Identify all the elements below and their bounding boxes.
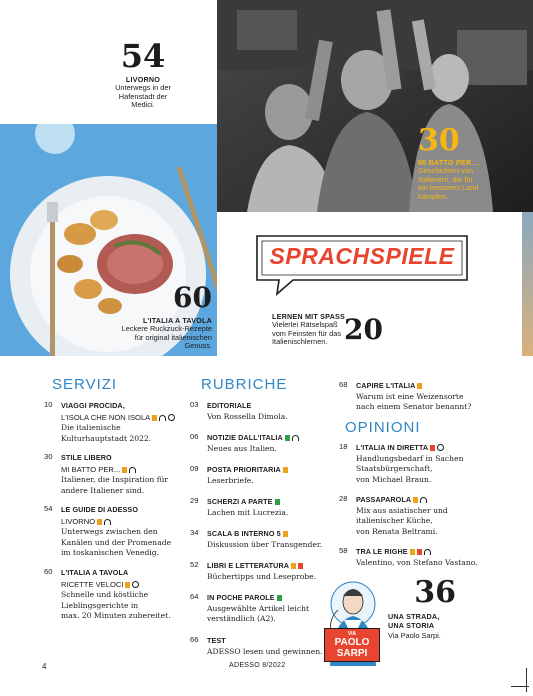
entry-desc-line: Büchertipps und Leseprobe. (207, 571, 317, 581)
level-icon (122, 467, 127, 473)
entry-desc-line: Kanälen und der Promenade (61, 537, 172, 547)
level-icon (410, 549, 415, 555)
feature-text-line: Leckere Ruckzuck-Rezepte (121, 324, 212, 333)
page-number: 06 (190, 432, 199, 441)
entry-desc-line: Leserbriefe. (207, 475, 254, 485)
entry-desc-line: Diskussion über Transgender. (207, 539, 323, 549)
page-number: 18 (339, 442, 348, 451)
page-number: 28 (339, 494, 348, 503)
entry-desc-line: Die italienische (61, 423, 121, 433)
headphones-icon (424, 549, 431, 555)
headphones-icon (104, 519, 111, 525)
entry-subtitle: RICETTE VELOCI (61, 579, 124, 589)
entry-desc-line: Kulturhauptstadt 2022. (61, 433, 152, 443)
headphones-icon (159, 415, 166, 421)
section-rubriche-heading: RUBRICHE (201, 376, 288, 393)
feature-number: 54 (120, 37, 166, 75)
level-icon (413, 497, 418, 503)
entry-title: POSTA PRIORITARIA (207, 465, 281, 474)
level-icon (417, 549, 422, 555)
entry-desc-line: Schnelle und köstliche (61, 590, 149, 600)
page-number: 68 (339, 380, 348, 389)
headphones-icon (292, 435, 299, 441)
crop-mark (511, 686, 529, 687)
feature-mibatto[interactable] (418, 123, 518, 201)
crop-mark (526, 668, 527, 692)
feature-text-line: Geschichten von (418, 166, 474, 175)
entry-desc-line: andere Italiener sind. (61, 485, 145, 495)
entry-title: VIAGGI PROCIDA, (61, 401, 125, 410)
entry-desc-line: von Michael Braun. (356, 474, 432, 484)
entry-subtitle: MI BATTO PER... (61, 464, 121, 474)
feature-title: LIVORNO (125, 75, 161, 84)
feature-text-line: Medici. (131, 100, 155, 110)
level-icon (152, 415, 157, 421)
magazine-issue-footer: ADESSO 8/2022 (229, 662, 286, 669)
entry-desc-line: max. 20 Minuten zubereitet. (61, 611, 171, 621)
page-number: 09 (190, 464, 199, 473)
feature-number: 30 (418, 123, 460, 158)
entry-title: LIBRI E LETTERATURA (207, 561, 290, 570)
page-number: 54 (44, 504, 53, 513)
level-icon (291, 563, 296, 569)
entry-title: SCHERZI A PARTE (207, 497, 273, 506)
feature-title: UNA STRADA, (388, 612, 440, 621)
entry-desc-line: Lieblingsgerichte in (61, 600, 139, 610)
entry-desc-line: Von Rossella Dimola. (207, 411, 288, 421)
entry-desc-line: nach einem Senator benannt? (356, 402, 472, 412)
feature-title: L'ITALIA A TAVOLA (143, 316, 212, 325)
level-icon (285, 435, 290, 441)
page-number: 52 (190, 560, 199, 569)
feature-text: Via Paolo Sarpi. (388, 631, 441, 640)
level-icon (97, 519, 102, 525)
entry-desc-line: italienischer Küche, (356, 516, 433, 526)
entry-title: NOTIZIE DALL'ITALIA (207, 433, 283, 442)
level-icon (125, 582, 130, 588)
entry-title: PASSAPAROLA (356, 495, 412, 504)
feature-text-line: kämpfen. (418, 191, 449, 201)
section-opinioni-heading: OPINIONI (345, 419, 421, 436)
entry-desc-line: von Renata Beltrami. (356, 526, 438, 536)
entry-title: L'ITALIA IN DIRETTA (356, 443, 429, 452)
smile-icon (132, 581, 139, 588)
sprachspiele-banner[interactable] (253, 232, 471, 296)
paolo-sarpi-illustration (322, 580, 384, 666)
entry-desc-line: Lachen mit Lucrezia. (207, 507, 289, 517)
entry-title: TRA LE RIGHE (356, 547, 408, 556)
smile-icon (168, 414, 175, 421)
feature-text-line: ein besseres Land (418, 183, 479, 193)
level-icon (277, 595, 282, 601)
feature-livorno[interactable] (88, 37, 198, 110)
page-number: 29 (190, 496, 199, 505)
smile-icon (437, 444, 444, 451)
feature-text-line: Italienischlernen. (272, 337, 328, 347)
level-icon (417, 383, 422, 389)
entry-title: CAPIRE L'ITALIA (356, 381, 416, 390)
feature-number: 60 (173, 281, 212, 314)
page-number: 03 (190, 400, 199, 409)
street-sign-name1: PAOLO (334, 637, 370, 648)
street-sign (324, 628, 380, 662)
level-icon (283, 531, 288, 537)
street-sign-via: VIA (347, 631, 357, 637)
feature-text-line: Italienern, die für (418, 174, 474, 184)
entry-desc-line: Staatsbürgerschaft, (356, 464, 433, 474)
page-number: 60 (44, 567, 53, 576)
page-number: 10 (44, 400, 53, 409)
level-icon (430, 445, 435, 451)
entry-title: STILE LIBERO (61, 453, 112, 462)
section-servizi-heading: SERVIZI (52, 376, 118, 393)
page-number: 34 (190, 528, 199, 537)
feature-title: UNA STORIA (388, 621, 435, 630)
banner-title: SPRACHSPIELE (269, 243, 455, 269)
entry-desc-line: verständlich (A2). (207, 614, 276, 624)
entry-title: L'ITALIA A TAVOLA (61, 568, 129, 577)
feature-text-line: Genuss. (184, 341, 212, 351)
level-icon (275, 499, 280, 505)
photo-strip-right (522, 212, 533, 356)
feature-title: MI BATTO PER ... (418, 158, 481, 167)
entry-desc-line: Ausgewählte Artikel leicht (207, 603, 310, 613)
entry-title: TEST (207, 636, 226, 645)
entry-desc-line: Unterwegs zwischen den (61, 527, 158, 537)
entry-desc-line: Valentino, von Stefano Vastano. (356, 557, 478, 567)
entry-desc-line: im toskanischen Venedig. (61, 548, 160, 558)
entry-title: LE GUIDE DI ADESSO (61, 505, 139, 514)
entry-title: EDITORIALE (207, 401, 252, 410)
feature-number: 36 (414, 575, 456, 610)
feature-title: LERNEN MIT SPASS (272, 312, 345, 321)
feature-tavola[interactable] (104, 281, 212, 351)
feature-text-line: Hafenstadt der (118, 91, 168, 101)
feature-text-line: für original italienischen (134, 332, 212, 342)
headphones-icon (420, 497, 427, 503)
entry-title: SCALA B INTERNO 5 (207, 529, 281, 538)
entry-desc-line: Warum ist eine Weizensorte (356, 391, 464, 401)
feature-text-line: Unterwegs in der (115, 83, 171, 92)
entry-subtitle: L'ISOLA CHE NON ISOLA (61, 412, 151, 422)
headphones-icon (129, 467, 136, 473)
entry-desc-line: Neues aus Italien. (207, 443, 277, 453)
page-number: 30 (44, 452, 53, 461)
feature-text-line: Vielerlei Rätselspaß (272, 320, 338, 329)
street-sign-name2: SARPI (336, 648, 368, 659)
feature-number: 20 (344, 313, 383, 346)
page-number-footer: 4 (42, 662, 47, 671)
page-number: 66 (190, 635, 199, 644)
page-number: 64 (190, 592, 199, 601)
level-icon (283, 467, 288, 473)
entry-desc-line: Italiener, die Inspiration für (61, 475, 169, 485)
level-icon (298, 563, 303, 569)
entry-desc-line: ADESSO lesen und gewinnen. (207, 646, 323, 656)
entry-desc-line: Handlungsbedarf in Sachen (356, 453, 464, 463)
entry-title: IN POCHE PAROLE (207, 593, 275, 602)
entry-desc-line: Mix aus asiatischer und (356, 505, 448, 515)
feature-strada[interactable] (388, 575, 468, 641)
page-number: 58 (339, 546, 348, 555)
feature-text-line: vom Feinsten für das (272, 328, 342, 338)
entry-subtitle: LIVORNO (61, 516, 96, 526)
